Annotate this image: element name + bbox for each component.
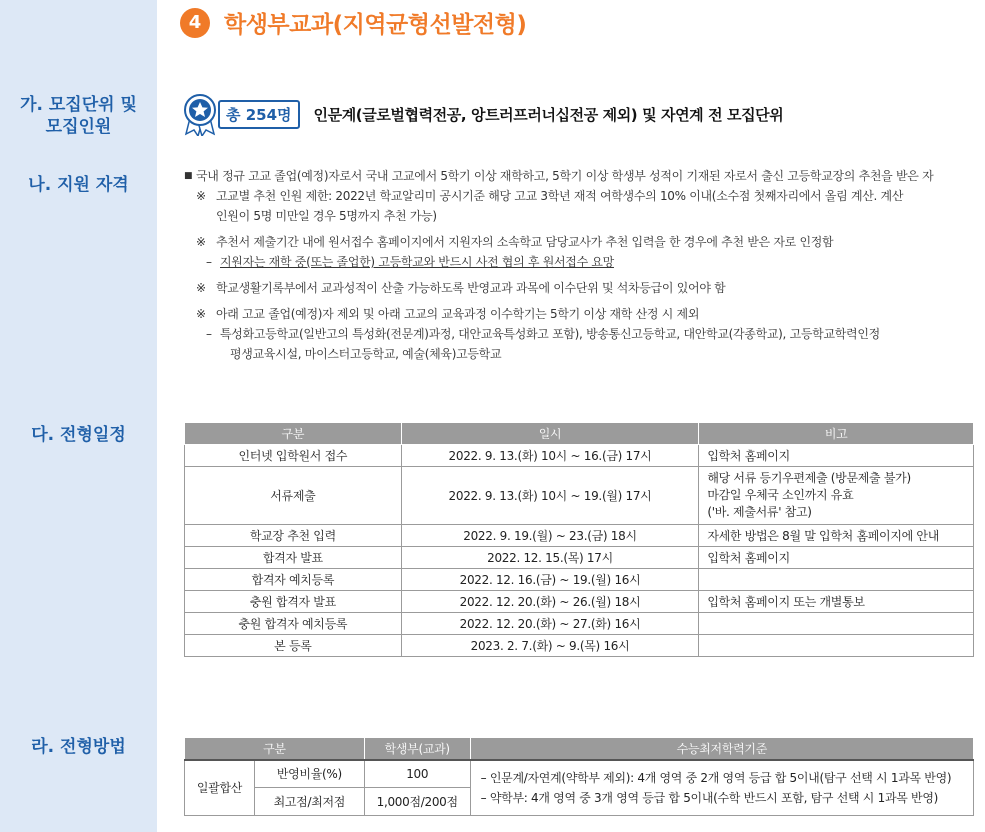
section-label-recruitment xyxy=(0,94,157,138)
schedule-note-line: 해당 서류 등기우편제출 (방문제출 불가) xyxy=(707,471,911,485)
subnote-text: 지원자는 재학 중(또는 졸업한) 고등학교와 반드시 사전 협의 후 원서접수 요망 xyxy=(220,255,614,269)
eligibility-note xyxy=(196,186,974,206)
schedule-date: 2022. 12. 16.(금) ~ 19.(월) 16시 xyxy=(401,569,699,591)
dash-mark: – xyxy=(206,255,212,269)
ribbon-badge-icon xyxy=(180,92,224,136)
column-header: 구분 xyxy=(185,738,365,760)
section-label-eligibility xyxy=(0,174,157,196)
schedule-date: 2022. 9. 19.(월) ~ 23.(금) 18시 xyxy=(401,525,699,547)
criteria-line: – 약학부: 4개 영역 중 3개 영역 등급 합 5이내(수학 반드시 포함, 탐구 선택 시 1과목 반영) xyxy=(480,790,939,805)
section-label-text: 다. 전형일정 xyxy=(31,425,126,445)
eligibility-main: ■ 국내 정규 고교 졸업(예정)자로서 국내 고교에서 5학기 이상 재학하고, 5학기 이상 학생부 성적이 기재된 자로서 출신 고등학교장의 추천을 받은 자 xyxy=(184,166,974,186)
schedule-date: 2022. 12. 15.(목) 17시 xyxy=(401,547,699,569)
method-table xyxy=(184,737,974,816)
schedule-note: 입학처 홈페이지 xyxy=(699,547,974,569)
schedule-date: 2022. 9. 13.(화) 10시 ~ 16.(금) 17시 xyxy=(401,445,699,467)
note-text: 학교생활기록부에서 교과성적이 산출 가능하도록 반영교과 과목에 이수단위 및 석차등급이 있어야 함 xyxy=(216,281,726,295)
section-label-text: 나. 지원 자격 xyxy=(28,175,129,195)
dash-mark: – xyxy=(206,327,212,341)
schedule-note: 자세한 방법은 8월 말 입학처 홈페이지에 안내 xyxy=(699,525,974,547)
note-mark: ※ xyxy=(196,189,206,203)
section-label-line: 모집인원 xyxy=(45,117,112,137)
section-label-schedule xyxy=(0,424,157,446)
schedule-note xyxy=(699,467,974,525)
page-title-text: 학생부교과(지역균형선발전형) xyxy=(224,12,527,38)
note-mark: ※ xyxy=(196,281,206,295)
column-header: 수능최저학력기준 xyxy=(470,738,973,760)
table-row xyxy=(185,467,974,525)
eligibility-subnote xyxy=(184,252,974,272)
criteria-line: – 인문계/자연계(약학부 제외): 4개 영역 중 2개 영역 등급 합 5이내(탐구 선택 시 1과목 반영) xyxy=(480,770,952,785)
schedule-item: 인터넷 입학원서 접수 xyxy=(185,445,402,467)
section-label-method xyxy=(0,736,157,758)
table-row xyxy=(185,547,974,569)
schedule-item: 합격자 예치등록 xyxy=(185,569,402,591)
schedule-note-line: 마감일 우체국 소인까지 유효 xyxy=(707,488,854,502)
eligibility-subnote xyxy=(184,324,974,344)
note-mark: ※ xyxy=(196,307,206,321)
quota-count-badge: 총 254명 xyxy=(218,100,300,129)
table-row xyxy=(185,525,974,547)
quota-description: 인문계(글로벌협력전공, 앙트러프러너십전공 제외) 및 자연계 전 모집단위 xyxy=(313,105,784,124)
note-mark: ※ xyxy=(196,235,206,249)
schedule-item: 본 등록 xyxy=(185,635,402,657)
method-label: 반영비율(%) xyxy=(254,760,364,788)
schedule-item: 충원 합격자 예치등록 xyxy=(185,613,402,635)
column-header: 학생부(교과) xyxy=(364,738,470,760)
method-group: 일괄합산 xyxy=(185,760,255,816)
method-criteria xyxy=(470,760,973,816)
method-value: 1,000점/200점 xyxy=(364,788,470,816)
schedule-note xyxy=(699,635,974,657)
note-text: 아래 고교 졸업(예정)자 제외 및 아래 고교의 교육과정 이수학기는 5학기 이상 재학 산정 시 제외 xyxy=(216,307,700,321)
page-title xyxy=(180,6,526,39)
table-header-row xyxy=(185,738,974,760)
schedule-item: 학교장 추천 입력 xyxy=(185,525,402,547)
schedule-date: 2022. 12. 20.(화) ~ 26.(월) 18시 xyxy=(401,591,699,613)
schedule-date: 2022. 9. 13.(화) 10시 ~ 19.(월) 17시 xyxy=(401,467,699,525)
eligibility-subnote-continued: 평생교육시설, 마이스터고등학교, 예술(체육)고등학교 xyxy=(230,347,502,361)
note-text: 고교별 추천 인원 제한: 2022년 학교알리미 공시기준 해당 고교 3학년 재적 여학생수의 10% 이내(소수점 첫째자리에서 올림 계산. 계산 xyxy=(216,189,904,203)
eligibility-note xyxy=(196,304,974,324)
column-header: 일시 xyxy=(401,423,699,445)
schedule-note xyxy=(699,613,974,635)
table-row xyxy=(185,445,974,467)
section-number-badge: 4 xyxy=(180,8,210,38)
schedule-table xyxy=(184,422,974,657)
quota-row xyxy=(180,92,783,136)
table-row xyxy=(185,569,974,591)
table-row xyxy=(185,591,974,613)
eligibility-note xyxy=(196,278,974,298)
method-label: 최고점/최저점 xyxy=(254,788,364,816)
eligibility-note xyxy=(196,232,974,252)
eligibility-note-continued: 인원이 5명 미만일 경우 5명까지 추천 가능) xyxy=(216,209,437,223)
eligibility-list xyxy=(184,166,974,364)
section-label-text: 라. 전형방법 xyxy=(31,737,126,757)
table-row xyxy=(185,635,974,657)
column-header: 비고 xyxy=(699,423,974,445)
schedule-item: 합격자 발표 xyxy=(185,547,402,569)
column-header: 구분 xyxy=(185,423,402,445)
schedule-date: 2023. 2. 7.(화) ~ 9.(목) 16시 xyxy=(401,635,699,657)
table-header-row xyxy=(185,423,974,445)
subnote-text: 특성화고등학교(일반고의 특성화(전문계)과정, 대안교육특성화고 포함), 방송통신고등학교, 대안학교(각종학교), 고등학교학력인정 xyxy=(220,327,880,341)
section-label-line: 가. 모집단위 및 xyxy=(20,95,137,115)
schedule-note xyxy=(699,569,974,591)
note-text: 추천서 제출기간 내에 원서접수 홈페이지에서 지원자의 소속학교 담당교사가 추천 입력을 한 경우에 추천 받은 자로 인정함 xyxy=(216,235,834,249)
schedule-item: 서류제출 xyxy=(185,467,402,525)
table-row xyxy=(185,760,974,788)
schedule-note-line: ('바. 제출서류' 참고) xyxy=(707,505,812,519)
method-value: 100 xyxy=(364,760,470,788)
schedule-date: 2022. 12. 20.(화) ~ 27.(화) 16시 xyxy=(401,613,699,635)
schedule-note: 입학처 홈페이지 또는 개별통보 xyxy=(699,591,974,613)
schedule-note: 입학처 홈페이지 xyxy=(699,445,974,467)
table-row xyxy=(185,613,974,635)
schedule-item: 충원 합격자 발표 xyxy=(185,591,402,613)
